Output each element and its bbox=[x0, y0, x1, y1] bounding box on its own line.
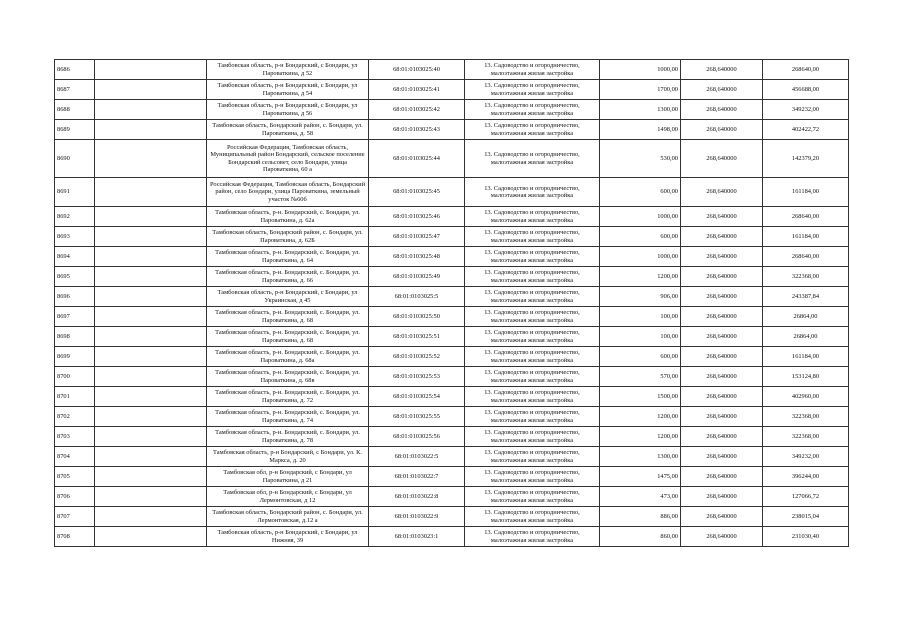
cadastral-value-cell: 127066,72 bbox=[763, 487, 849, 507]
table-row bbox=[55, 207, 849, 227]
cadastral-number-cell: 68:01:0103022:9 bbox=[369, 507, 465, 527]
row-number-cell: 8686 bbox=[55, 60, 95, 80]
cadastral-value-cell: 402422,72 bbox=[763, 120, 849, 140]
cadastral-number-cell: 68:01:0103023:1 bbox=[369, 527, 465, 547]
table-row bbox=[55, 80, 849, 100]
empty-cell bbox=[95, 80, 207, 100]
permitted-use-cell: 13. Садоводство и огородничество, малоэтажная жилая застройка bbox=[465, 447, 600, 467]
address-cell: Тамбовская область, р-н. Бондарский, с. Бондари, ул. Пароваткина, д. 64 bbox=[207, 247, 369, 267]
table-row bbox=[55, 267, 849, 287]
permitted-use-cell: 13. Садоводство и огородничество, малоэтажная жилая застройка bbox=[465, 347, 600, 367]
row-number-cell: 8698 bbox=[55, 327, 95, 347]
row-number-cell: 8701 bbox=[55, 387, 95, 407]
area-cell: 1000,00 bbox=[600, 207, 681, 227]
area-cell: 100,00 bbox=[600, 307, 681, 327]
specific-value-cell: 268,640000 bbox=[681, 120, 763, 140]
table-row bbox=[55, 247, 849, 267]
cadastral-number-cell: 68:01:0103025:40 bbox=[369, 60, 465, 80]
cadastral-number-cell: 68:01:0103025:47 bbox=[369, 227, 465, 247]
permitted-use-cell: 13. Садоводство и огородничество, малоэтажная жилая застройка bbox=[465, 427, 600, 447]
row-number-cell: 8703 bbox=[55, 427, 95, 447]
area-cell: 530,00 bbox=[600, 140, 681, 178]
specific-value-cell: 268,640000 bbox=[681, 247, 763, 267]
row-number-cell: 8687 bbox=[55, 80, 95, 100]
address-cell: Тамбовская область, Бондарский район, с. Бондари, ул. Пароваткина, д. 58 bbox=[207, 120, 369, 140]
table-body bbox=[55, 60, 849, 547]
specific-value-cell: 268,640000 bbox=[681, 307, 763, 327]
address-cell: Тамбовская область, р-н Бондарский, с Бондари, ул Украинская, д 45 bbox=[207, 287, 369, 307]
cadastral-number-cell: 68:01:0103025:56 bbox=[369, 427, 465, 447]
table-row bbox=[55, 487, 849, 507]
cadastral-value-cell: 161184,00 bbox=[763, 227, 849, 247]
area-cell: 1700,00 bbox=[600, 80, 681, 100]
row-number-cell: 8690 bbox=[55, 140, 95, 178]
area-cell: 1300,00 bbox=[600, 447, 681, 467]
area-cell: 1200,00 bbox=[600, 267, 681, 287]
specific-value-cell: 268,640000 bbox=[681, 267, 763, 287]
cadastral-value-cell: 238015,04 bbox=[763, 507, 849, 527]
permitted-use-cell: 13. Садоводство и огородничество, малоэтажная жилая застройка bbox=[465, 207, 600, 227]
table-row bbox=[55, 227, 849, 247]
empty-cell bbox=[95, 227, 207, 247]
cadastral-number-cell: 68:01:0103025:48 bbox=[369, 247, 465, 267]
row-number-cell: 8694 bbox=[55, 247, 95, 267]
specific-value-cell: 268,640000 bbox=[681, 327, 763, 347]
cadastral-number-cell: 68:01:0103025:45 bbox=[369, 178, 465, 207]
specific-value-cell: 268,640000 bbox=[681, 60, 763, 80]
empty-cell bbox=[95, 247, 207, 267]
cadastral-number-cell: 68:01:0103025:55 bbox=[369, 407, 465, 427]
table-row bbox=[55, 347, 849, 367]
cadastral-value-cell: 322368,00 bbox=[763, 427, 849, 447]
table-row bbox=[55, 178, 849, 207]
empty-cell bbox=[95, 367, 207, 387]
cadastral-value-cell: 268640,00 bbox=[763, 207, 849, 227]
area-cell: 1500,00 bbox=[600, 387, 681, 407]
specific-value-cell: 268,640000 bbox=[681, 487, 763, 507]
permitted-use-cell: 13. Садоводство и огородничество, малоэтажная жилая застройка bbox=[465, 307, 600, 327]
empty-cell bbox=[95, 427, 207, 447]
cadastral-number-cell: 68:01:0103025:52 bbox=[369, 347, 465, 367]
cadastral-number-cell: 68:01:0103025:54 bbox=[369, 387, 465, 407]
address-cell: Тамбовская обл, р-н Бондарский, с Бондари, ул Пароваткина, д 21 bbox=[207, 467, 369, 487]
row-number-cell: 8695 bbox=[55, 267, 95, 287]
area-cell: 1200,00 bbox=[600, 407, 681, 427]
table-row bbox=[55, 307, 849, 327]
permitted-use-cell: 13. Садоводство и огородничество, малоэтажная жилая застройка bbox=[465, 227, 600, 247]
specific-value-cell: 268,640000 bbox=[681, 387, 763, 407]
row-number-cell: 8702 bbox=[55, 407, 95, 427]
cadastral-value-cell: 268640,00 bbox=[763, 60, 849, 80]
area-cell: 906,00 bbox=[600, 287, 681, 307]
empty-cell bbox=[95, 327, 207, 347]
empty-cell bbox=[95, 60, 207, 80]
specific-value-cell: 268,640000 bbox=[681, 427, 763, 447]
permitted-use-cell: 13. Садоводство и огородничество, малоэтажная жилая застройка bbox=[465, 120, 600, 140]
cadastral-value-cell: 402960,00 bbox=[763, 387, 849, 407]
cadastral-value-cell: 161184,00 bbox=[763, 178, 849, 207]
address-cell: Тамбовская обл, р-н Бондарский, с Бондари, ул Лермонтовская, д 12 bbox=[207, 487, 369, 507]
address-cell: Тамбовская область, р-н Бондарский, с Бондари, ул Пароваткина, д 52 bbox=[207, 60, 369, 80]
empty-cell bbox=[95, 487, 207, 507]
permitted-use-cell: 13. Садоводство и огородничество, малоэтажная жилая застройка bbox=[465, 387, 600, 407]
specific-value-cell: 268,640000 bbox=[681, 287, 763, 307]
cadastral-value-cell: 322368,00 bbox=[763, 407, 849, 427]
specific-value-cell: 268,640000 bbox=[681, 507, 763, 527]
specific-value-cell: 268,640000 bbox=[681, 227, 763, 247]
address-cell: Тамбовская область, р-н Бондарский, с Бондари, ул Пароваткина, д 54 bbox=[207, 80, 369, 100]
permitted-use-cell: 13. Садоводство и огородничество, малоэтажная жилая застройка bbox=[465, 80, 600, 100]
empty-cell bbox=[95, 120, 207, 140]
address-cell: Тамбовская область, р-н. Бондарский, с. Бондари, ул. Пароваткина, д. 72 bbox=[207, 387, 369, 407]
empty-cell bbox=[95, 207, 207, 227]
permitted-use-cell: 13. Садоводство и огородничество, малоэтажная жилая застройка bbox=[465, 100, 600, 120]
row-number-cell: 8708 bbox=[55, 527, 95, 547]
area-cell: 1498,00 bbox=[600, 120, 681, 140]
permitted-use-cell: 13. Садоводство и огородничество, малоэтажная жилая застройка bbox=[465, 407, 600, 427]
cadastral-value-cell: 26864,00 bbox=[763, 327, 849, 347]
permitted-use-cell: 13. Садоводство и огородничество, малоэтажная жилая застройка bbox=[465, 367, 600, 387]
address-cell: Тамбовская область, р-н Бондарский, с Бондари, ул Пароваткина, д 56 bbox=[207, 100, 369, 120]
cadastral-number-cell: 68:01:0103025:53 bbox=[369, 367, 465, 387]
row-number-cell: 8697 bbox=[55, 307, 95, 327]
cadastral-number-cell: 68:01:0103025:46 bbox=[369, 207, 465, 227]
address-cell: Тамбовская область, р-н Бондарский, с Бондари, ул. К. Маркса, д. 20 bbox=[207, 447, 369, 467]
cadastral-value-cell: 243387,84 bbox=[763, 287, 849, 307]
permitted-use-cell: 13. Садоводство и огородничество, малоэтажная жилая застройка bbox=[465, 507, 600, 527]
address-cell: Тамбовская область, р-н. Бондарский, с. Бондари, ул. Пароваткина, д. 62а bbox=[207, 207, 369, 227]
specific-value-cell: 268,640000 bbox=[681, 347, 763, 367]
table-row bbox=[55, 387, 849, 407]
empty-cell bbox=[95, 507, 207, 527]
row-number-cell: 8704 bbox=[55, 447, 95, 467]
area-cell: 600,00 bbox=[600, 347, 681, 367]
area-cell: 600,00 bbox=[600, 178, 681, 207]
permitted-use-cell: 13. Садоводство и огородничество, малоэтажная жилая застройка bbox=[465, 178, 600, 207]
table-row bbox=[55, 120, 849, 140]
row-number-cell: 8693 bbox=[55, 227, 95, 247]
permitted-use-cell: 13. Садоводство и огородничество, малоэтажная жилая застройка bbox=[465, 527, 600, 547]
area-cell: 886,00 bbox=[600, 507, 681, 527]
empty-cell bbox=[95, 267, 207, 287]
cadastral-number-cell: 68:01:0103025:43 bbox=[369, 120, 465, 140]
table-row bbox=[55, 100, 849, 120]
row-number-cell: 8692 bbox=[55, 207, 95, 227]
address-cell: Тамбовская область, р-н. Бондарский, с. Бондари, ул. Пароваткина, д. 68 bbox=[207, 327, 369, 347]
area-cell: 1475,00 bbox=[600, 467, 681, 487]
cadastral-number-cell: 68:01:0103025:42 bbox=[369, 100, 465, 120]
row-number-cell: 8699 bbox=[55, 347, 95, 367]
empty-cell bbox=[95, 347, 207, 367]
cadastral-number-cell: 68:01:0103025:50 bbox=[369, 307, 465, 327]
address-cell: Тамбовская область, р-н. Бондарский, с. Бондари, ул. Пароваткина, д. 68а bbox=[207, 347, 369, 367]
cadastral-value-cell: 349232,00 bbox=[763, 447, 849, 467]
cadastral-value-cell: 268640,00 bbox=[763, 247, 849, 267]
table-row bbox=[55, 140, 849, 178]
empty-cell bbox=[95, 178, 207, 207]
cadastral-value-cell: 153124,80 bbox=[763, 367, 849, 387]
address-cell: Тамбовская область, р-н. Бондарский, с. Бондари, ул. Пароваткина, д. 66 bbox=[207, 267, 369, 287]
table-row bbox=[55, 447, 849, 467]
specific-value-cell: 268,640000 bbox=[681, 140, 763, 178]
table-row bbox=[55, 467, 849, 487]
specific-value-cell: 268,640000 bbox=[681, 527, 763, 547]
area-cell: 100,00 bbox=[600, 327, 681, 347]
table-row bbox=[55, 507, 849, 527]
permitted-use-cell: 13. Садоводство и огородничество, малоэтажная жилая застройка bbox=[465, 287, 600, 307]
empty-cell bbox=[95, 527, 207, 547]
empty-cell bbox=[95, 140, 207, 178]
specific-value-cell: 268,640000 bbox=[681, 80, 763, 100]
permitted-use-cell: 13. Садоводство и огородничество, малоэтажная жилая застройка bbox=[465, 267, 600, 287]
specific-value-cell: 268,640000 bbox=[681, 178, 763, 207]
table-row bbox=[55, 327, 849, 347]
row-number-cell: 8688 bbox=[55, 100, 95, 120]
row-number-cell: 8689 bbox=[55, 120, 95, 140]
address-cell: Тамбовская область, р-н. Бондарский, с. Бондари, ул. Пароваткина, д. 78 bbox=[207, 427, 369, 447]
table-row bbox=[55, 60, 849, 80]
specific-value-cell: 268,640000 bbox=[681, 467, 763, 487]
cadastral-value-cell: 349232,00 bbox=[763, 100, 849, 120]
area-cell: 570,00 bbox=[600, 367, 681, 387]
address-cell: Тамбовская область, р-н. Бондарский, с. Бондари, ул. Пароваткина, д. 68в bbox=[207, 367, 369, 387]
area-cell: 860,00 bbox=[600, 527, 681, 547]
address-cell: Тамбовская область, р-н. Бондарский, с. Бондари, ул. Пароваткина, д. 68 bbox=[207, 307, 369, 327]
cadastral-number-cell: 68:01:0103025:44 bbox=[369, 140, 465, 178]
specific-value-cell: 268,640000 bbox=[681, 407, 763, 427]
cadastral-value-cell: 396244,00 bbox=[763, 467, 849, 487]
cadastral-number-cell: 68:01:0103025:41 bbox=[369, 80, 465, 100]
permitted-use-cell: 13. Садоводство и огородничество, малоэтажная жилая застройка bbox=[465, 467, 600, 487]
cadastral-number-cell: 68:01:0103022:5 bbox=[369, 447, 465, 467]
empty-cell bbox=[95, 287, 207, 307]
row-number-cell: 8705 bbox=[55, 467, 95, 487]
address-cell: Тамбовская область, р-н. Бондарский, с. Бондари, ул. Пароваткина, д. 74 bbox=[207, 407, 369, 427]
cadastral-value-cell: 456688,00 bbox=[763, 80, 849, 100]
cadastral-value-cell: 26864,00 bbox=[763, 307, 849, 327]
empty-cell bbox=[95, 447, 207, 467]
cadastral-number-cell: 68:01:0103025:51 bbox=[369, 327, 465, 347]
empty-cell bbox=[95, 387, 207, 407]
address-cell: Российская Федерация, Тамбовская область, Муниципальный район Бондарский, сельское поселение Бондарский сельсовет, село Бондари, улица Пароваткина, 60 а bbox=[207, 140, 369, 178]
cadastral-number-cell: 68:01:0103022:8 bbox=[369, 487, 465, 507]
area-cell: 1200,00 bbox=[600, 427, 681, 447]
empty-cell bbox=[95, 467, 207, 487]
table-row bbox=[55, 287, 849, 307]
specific-value-cell: 268,640000 bbox=[681, 367, 763, 387]
empty-cell bbox=[95, 407, 207, 427]
area-cell: 600,00 bbox=[600, 227, 681, 247]
area-cell: 1300,00 bbox=[600, 100, 681, 120]
table-row bbox=[55, 407, 849, 427]
specific-value-cell: 268,640000 bbox=[681, 207, 763, 227]
cadastral-number-cell: 68:01:0103025:49 bbox=[369, 267, 465, 287]
cadastral-number-cell: 68:01:0103022:7 bbox=[369, 467, 465, 487]
land-cadastral-table bbox=[54, 59, 849, 547]
permitted-use-cell: 13. Садоводство и огородничество, малоэтажная жилая застройка bbox=[465, 487, 600, 507]
row-number-cell: 8706 bbox=[55, 487, 95, 507]
empty-cell bbox=[95, 307, 207, 327]
empty-cell bbox=[95, 100, 207, 120]
permitted-use-cell: 13. Садоводство и огородничество, малоэтажная жилая застройка bbox=[465, 60, 600, 80]
permitted-use-cell: 13. Садоводство и огородничество, малоэтажная жилая застройка bbox=[465, 247, 600, 267]
cadastral-value-cell: 322368,00 bbox=[763, 267, 849, 287]
row-number-cell: 8707 bbox=[55, 507, 95, 527]
specific-value-cell: 268,640000 bbox=[681, 447, 763, 467]
table-row bbox=[55, 427, 849, 447]
row-number-cell: 8696 bbox=[55, 287, 95, 307]
cadastral-value-cell: 161184,00 bbox=[763, 347, 849, 367]
permitted-use-cell: 13. Садоводство и огородничество, малоэтажная жилая застройка bbox=[465, 327, 600, 347]
specific-value-cell: 268,640000 bbox=[681, 100, 763, 120]
table-row bbox=[55, 367, 849, 387]
cadastral-value-cell: 231030,40 bbox=[763, 527, 849, 547]
address-cell: Тамбовская область, р-н Бондарский, с Бондари, ул Нижняя, 39 bbox=[207, 527, 369, 547]
area-cell: 1000,00 bbox=[600, 247, 681, 267]
permitted-use-cell: 13. Садоводство и огородничество, малоэтажная жилая застройка bbox=[465, 140, 600, 178]
cadastral-number-cell: 68:01:0103025:5 bbox=[369, 287, 465, 307]
address-cell: Российская Федерация, Тамбовская область, Бондарский район, село Бондари, улица Пароваткина, земельный участок №60б bbox=[207, 178, 369, 207]
row-number-cell: 8700 bbox=[55, 367, 95, 387]
cadastral-value-cell: 142379,20 bbox=[763, 140, 849, 178]
address-cell: Тамбовская область, Бондарский район, с. Бондари, ул. Пароваткина, д. 62Б bbox=[207, 227, 369, 247]
area-cell: 473,00 bbox=[600, 487, 681, 507]
row-number-cell: 8691 bbox=[55, 178, 95, 207]
area-cell: 1000,00 bbox=[600, 60, 681, 80]
table-row bbox=[55, 527, 849, 547]
address-cell: Тамбовская область, Бондарский район, с. Бондари, ул. Лермонтовская, д.12 а bbox=[207, 507, 369, 527]
